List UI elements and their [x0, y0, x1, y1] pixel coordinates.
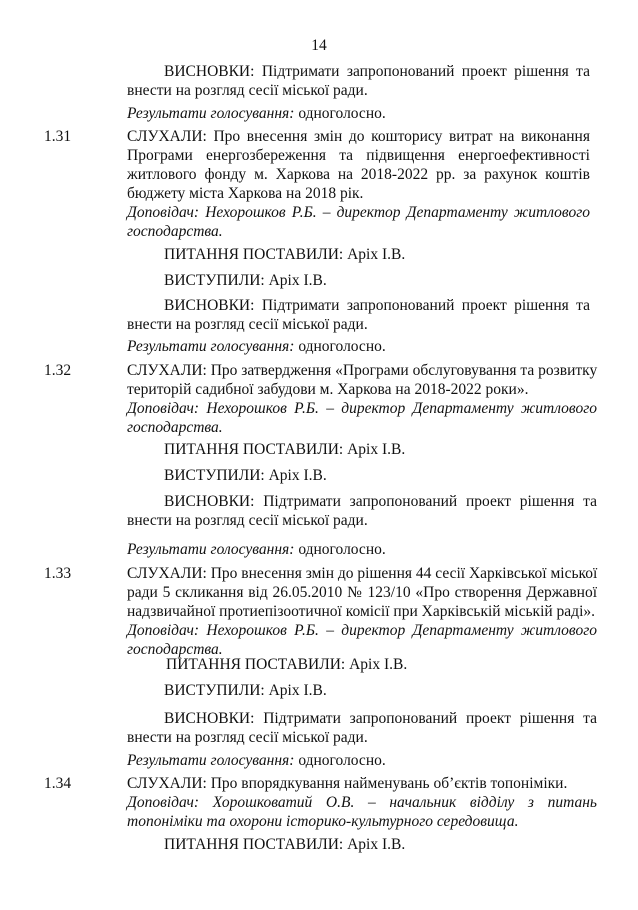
- speaker-line: Доповідач: Нехорошков Р.Б. – директор Департаменту житлового: [127, 204, 590, 221]
- speaker-line: Доповідач: Нехорошков Р.Б. – директор Департаменту житлового: [127, 622, 597, 639]
- item-number: 1.34: [44, 775, 72, 792]
- questions-raised: ПИТАННЯ ПОСТАВИЛИ: Аріх І.В.: [164, 836, 406, 853]
- voting-results-label: Результати голосування:: [127, 752, 295, 769]
- conclusions-line: внести на розгляд сесії міської ради.: [127, 82, 368, 99]
- voting-results: [127, 540, 386, 559]
- voting-results-value: одноголосно.: [294, 541, 386, 558]
- speaker-line: господарства.: [127, 419, 223, 436]
- item-number: 1.33: [44, 565, 72, 582]
- voting-results-label: Результати голосування:: [127, 105, 295, 122]
- speaker-line: Доповідач: Нехорошков Р.Б. – директор Департаменту житлового: [127, 400, 597, 417]
- questions-raised: ПИТАННЯ ПОСТАВИЛИ: Аріх І.В.: [164, 246, 406, 263]
- spoke: ВИСТУПИЛИ: Аріх І.В.: [164, 272, 327, 289]
- voting-results-label: Результати голосування:: [127, 541, 295, 558]
- conclusions-line: ВИСНОВКИ: Підтримати запропонований проект рішення та: [164, 297, 590, 314]
- heard-line: Програми енергозбереження та підвищення енергоефективності: [127, 147, 590, 164]
- speaker-line: Доповідач: Хорошковатий О.В. – начальник відділу з питань: [127, 794, 597, 811]
- voting-results-value: одноголосно.: [294, 752, 386, 769]
- item-number: 1.31: [44, 128, 72, 145]
- conclusions-line: внести на розгляд сесії міської ради.: [127, 512, 368, 529]
- conclusions-line: внести на розгляд сесії міської ради.: [127, 729, 368, 746]
- conclusions-line: ВИСНОВКИ: Підтримати запропонований проект рішення та: [164, 63, 590, 80]
- heard-line: житлового фонду м. Харкова на 2018-2022 рр. за рахунок коштів: [127, 166, 590, 183]
- heard-line: територій садибної забудови м. Харкова на 2018-2022 роки».: [127, 381, 529, 398]
- conclusions-line: внести на розгляд сесії міської ради.: [127, 316, 368, 333]
- voting-results: [127, 337, 386, 356]
- page-number: 14: [311, 37, 327, 54]
- item-number: 1.32: [44, 362, 72, 379]
- spoke: ВИСТУПИЛИ: Аріх І.В.: [164, 467, 327, 484]
- voting-results: [127, 751, 386, 770]
- conclusions-line: ВИСНОВКИ: Підтримати запропонований проект рішення та: [164, 493, 597, 510]
- heard-line: надзвичайної протиепізоотичної комісії при Харківській міській раді».: [127, 603, 595, 620]
- heard-line: ради 5 скликання від 26.05.2010 № 123/10 «Про створення Державної: [127, 584, 597, 601]
- spoke: ВИСТУПИЛИ: Аріх І.В.: [164, 682, 327, 699]
- heard-line: СЛУХАЛИ: Про внесення змін до рішення 44 сесії Харківської міської: [127, 565, 598, 582]
- heard-line: СЛУХАЛИ: Про внесення змін до кошторису витрат на виконання: [127, 128, 590, 145]
- questions-raised: ПИТАННЯ ПОСТАВИЛИ: Аріх І.В.: [166, 656, 408, 673]
- heard-line: СЛУХАЛИ: Про впорядкування найменувань об’єктів топоніміки.: [127, 775, 568, 792]
- speaker-line: господарства.: [127, 223, 223, 240]
- voting-results-value: одноголосно.: [294, 338, 386, 355]
- voting-results-value: одноголосно.: [294, 105, 386, 122]
- voting-results: [127, 104, 386, 123]
- voting-results-label: Результати голосування:: [127, 338, 295, 355]
- questions-raised: ПИТАННЯ ПОСТАВИЛИ: Аріх І.В.: [164, 441, 406, 458]
- speaker-line: топоніміки та охорони історико-культурного середовища.: [127, 813, 519, 830]
- speaker-line: господарства.: [127, 641, 223, 658]
- conclusions-line: ВИСНОВКИ: Підтримати запропонований проект рішення та: [164, 710, 597, 727]
- heard-line: СЛУХАЛИ: Про затвердження «Програми обслуговування та розвитку: [127, 362, 598, 379]
- heard-line: бюджету міста Харкова на 2018 рік.: [127, 185, 364, 202]
